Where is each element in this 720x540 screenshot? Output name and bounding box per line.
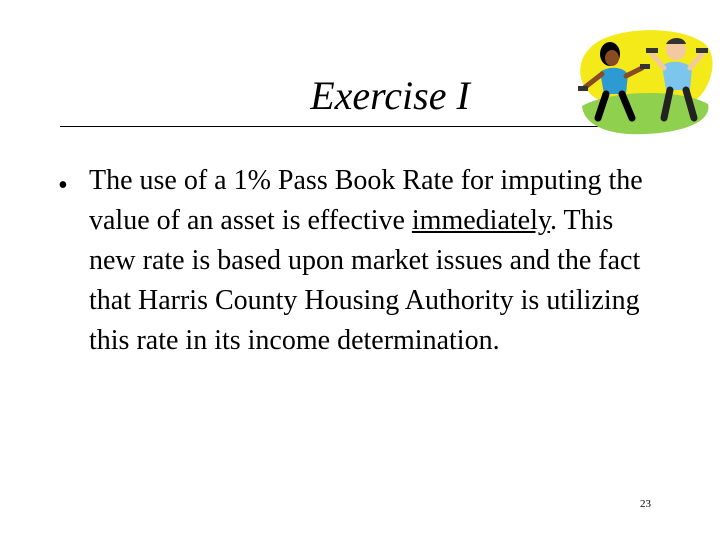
title-divider	[60, 126, 625, 127]
slide-title: Exercise I	[310, 73, 470, 118]
body-part-2: . This new rate is based upon market issues and the fact that Harris County Housing Authority is utilizing this rate in its income determination.	[89, 205, 641, 356]
bullet-symbol: •	[58, 170, 68, 201]
page-number: 23	[640, 498, 651, 510]
bullet-text	[89, 161, 649, 361]
exercise-clipart-icon	[570, 28, 715, 138]
body-emphasis: immediately	[411, 205, 551, 236]
body-part-1: The use of a 1% Pass Book Rate for imputing the value of an asset is effective	[89, 165, 643, 236]
